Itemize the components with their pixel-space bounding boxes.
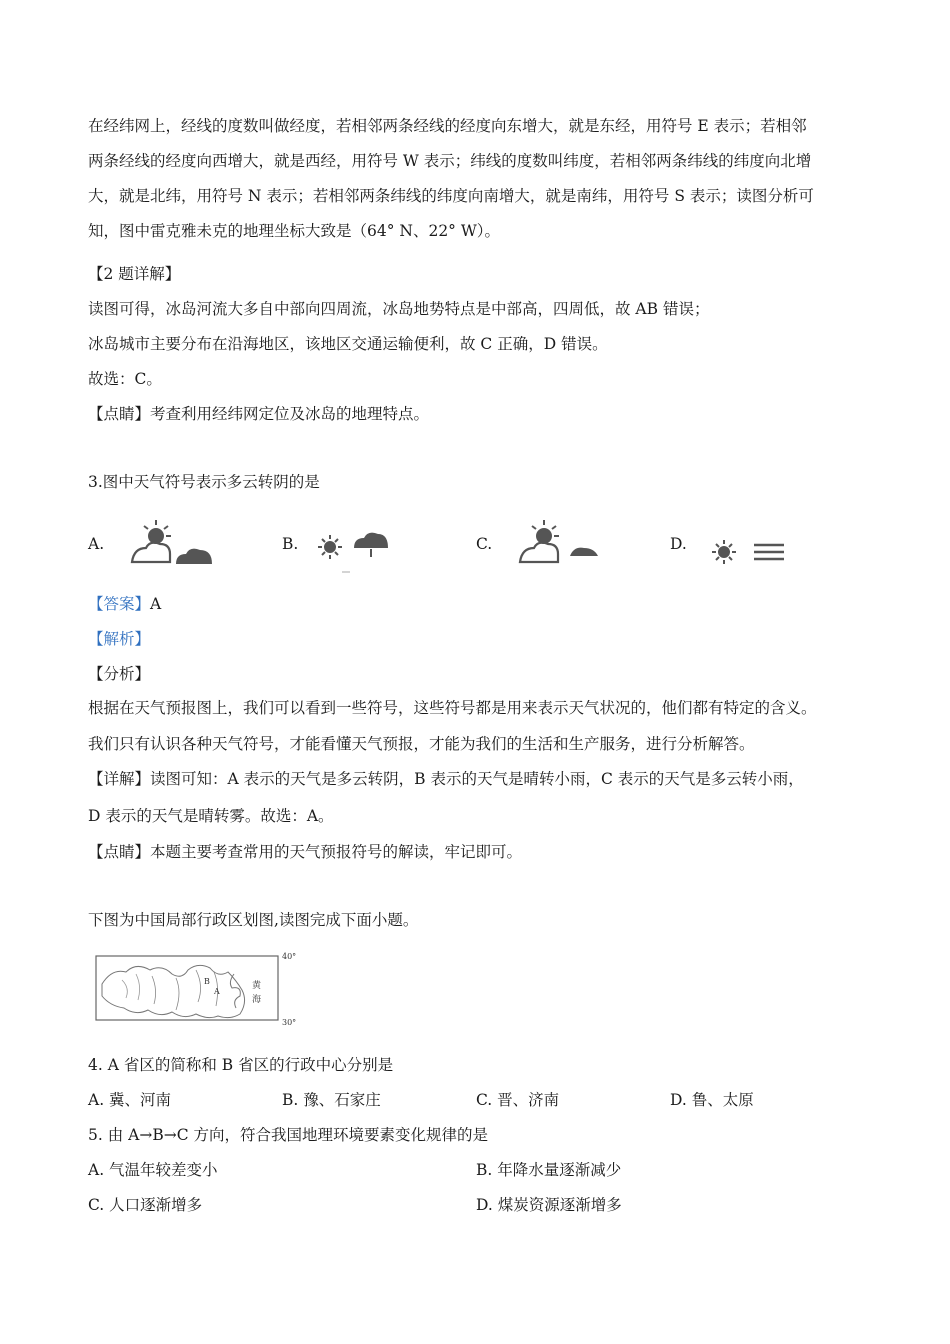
map-label-lat40: 40° bbox=[282, 952, 297, 961]
paragraph-line: 在经纬网上，经线的度数叫做经度，若相邻两条经线的经度向东增大，就是东经，用符号 E 表示；若相邻 bbox=[88, 117, 807, 135]
analysis-tag: 【解析】 bbox=[88, 630, 151, 648]
partly-cloudy-to-rain-icon bbox=[514, 514, 606, 570]
q5-option-b: B. 年降水量逐渐减少 bbox=[476, 1161, 622, 1179]
paragraph-line: 冰岛城市主要分布在沿海地区，该地区交通运输便利，故 C 正确，D 错误。 bbox=[88, 335, 608, 353]
q4-option-a: A. 冀、河南 bbox=[88, 1091, 172, 1109]
q5-option-c: C. 人口逐渐增多 bbox=[88, 1196, 203, 1214]
paragraph-line: 两条经线的经度向西增大，就是西经，用符号 W 表示；纬线的度数叫纬度，若相邻两条纬线的纬度向北增 bbox=[88, 152, 812, 170]
map-label-lat30: 30° bbox=[282, 1018, 297, 1027]
paragraph-line: 知，图中雷克雅未克的地理坐标大致是（64° N、22° W）。 bbox=[88, 222, 501, 240]
q3-stem: 3.图中天气符号表示多云转阴的是 bbox=[88, 473, 320, 491]
paragraph-line: 【详解】读图可知：A 表示的天气是多云转阴，B 表示的天气是晴转小雨，C 表示的天气是多云转小雨， bbox=[88, 770, 804, 788]
paragraph-line: 读图可得，冰岛河流大多自中部向四周流，冰岛地势特点是中部高，四周低，故 AB 错误； bbox=[88, 300, 710, 318]
q5-stem: 5. 由 A→B→C 方向，符合我国地理环境要素变化规律的是 bbox=[88, 1126, 488, 1144]
q5-option-a: A. 气温年较差变小 bbox=[88, 1161, 218, 1179]
paragraph-line: 根据在天气预报图上，我们可以看到一些符号，这些符号都是用来表示天气状况的，他们都有特定的含义。 bbox=[88, 699, 817, 717]
q3-option-b-label: B. bbox=[282, 535, 299, 553]
map-label-sea2: 海 bbox=[252, 995, 262, 1005]
q3-option-a-label: A. bbox=[88, 535, 105, 553]
answer-value: A bbox=[150, 595, 162, 613]
paragraph-line: 大，就是北纬，用符号 N 表示；若相邻两条纬线的纬度向南增大，就是南纬，用符号 S 表示；读图分析可 bbox=[88, 187, 814, 205]
map-label-sea1: 黄 bbox=[252, 981, 262, 991]
answer-line bbox=[88, 594, 161, 614]
q3-option-c-label: C. bbox=[476, 535, 493, 553]
partly-cloudy-to-overcast-icon bbox=[126, 514, 218, 570]
q4-option-c: C. 晋、济南 bbox=[476, 1091, 560, 1109]
map-label-a: A bbox=[214, 987, 220, 996]
paragraph-line: 故选：C。 bbox=[88, 370, 162, 388]
dianjing-line: 【点睛】考查利用经纬网定位及冰岛的地理特点。 bbox=[88, 405, 430, 423]
q3-option-d-label: D. bbox=[670, 535, 687, 553]
dianjing-line: 【点睛】本题主要考查常用的天气预报符号的解读，牢记即可。 bbox=[88, 843, 523, 861]
paragraph-line: D 表示的天气是晴转雾。故选：A。 bbox=[88, 807, 334, 825]
q4-stem: 4. A 省区的简称和 B 省区的行政中心分别是 bbox=[88, 1056, 394, 1074]
answer-tag: 【答案】 bbox=[88, 595, 151, 613]
q4-option-b: B. 豫、石家庄 bbox=[282, 1091, 381, 1109]
paragraph-line: 我们只有认识各种天气符号，才能看懂天气预报，才能为我们的生活和生产服务，进行分析解答。 bbox=[88, 735, 755, 753]
q2-detail-title: 【2 题详解】 bbox=[88, 265, 181, 283]
map-intro: 下图为中国局部行政区划图,读图完成下面小题。 bbox=[88, 911, 419, 929]
q4-option-d: D. 鲁、太原 bbox=[670, 1091, 754, 1109]
q5-option-d: D. 煤炭资源逐渐增多 bbox=[476, 1196, 622, 1214]
sunny-to-rain-icon bbox=[314, 520, 394, 574]
map-label-b: B bbox=[204, 977, 210, 986]
sunny-to-fog-icon bbox=[708, 530, 788, 570]
china-region-map bbox=[92, 950, 312, 1028]
fenxi-tag: 【分析】 bbox=[88, 665, 151, 683]
